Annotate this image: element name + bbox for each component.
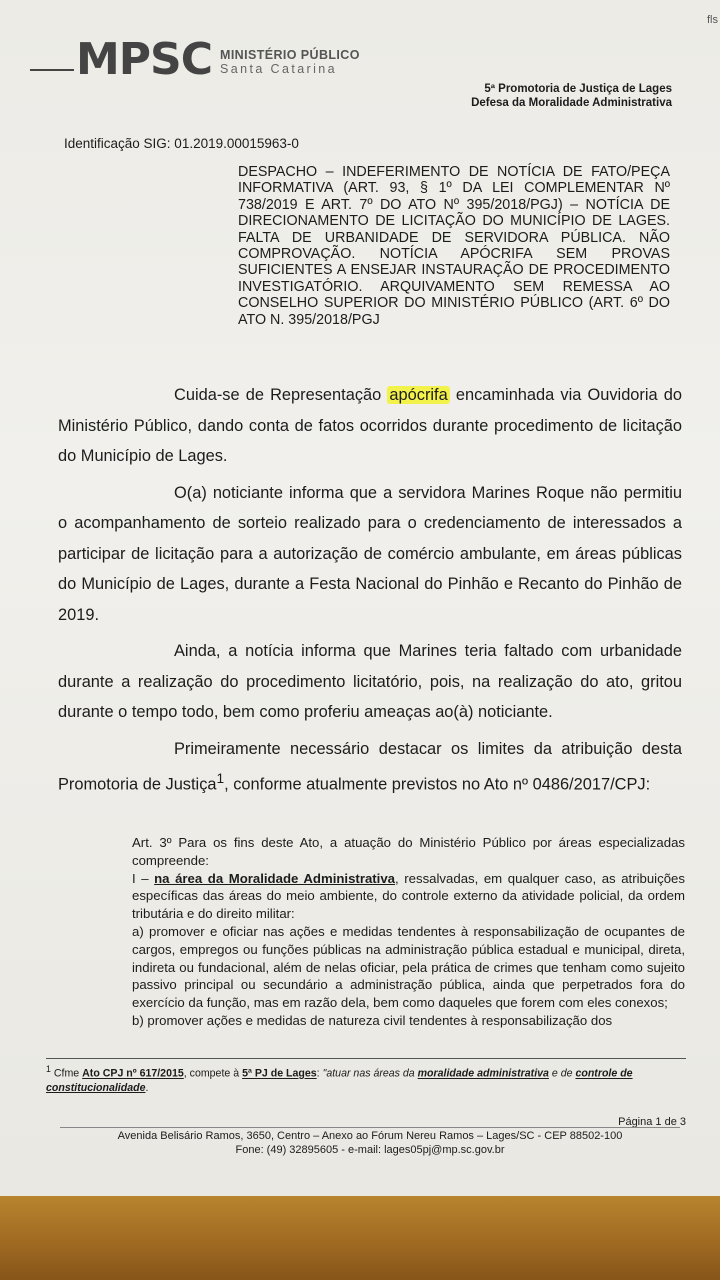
p1-before: Cuida-se de Representação [174,386,382,404]
quote-item-a: a) promover e oficiar nas ações e medidas tendentes à responsabilização de ocupantes de cargos, empregos ou funções públicas na administração pública estadual e municipal, direta, indireta ou fundacional, além de nelas oficiar, pela prática de crimes que tenham como sujeito passivo principal ou secundário a administração pública, ainda que perpetrados fora do exercício da função, mas em razão dela, bem como daqueles que forem com eles conexos; [132,923,685,1011]
table-surface [0,1196,720,1280]
body-text [58,380,682,806]
promotoria-line2: Defesa da Moralidade Administrativa [471,97,672,109]
footer-address: Avenida Belisário Ramos, 3650, Centro – Anexo ao Fórum Nereu Ramos – Lages/SC - CEP 88502-100 [117,1130,623,1142]
corner-mark: fls [707,14,718,26]
footnote-colon: : [316,1067,320,1080]
footnote-pj: 5ª PJ de Lages [242,1067,317,1080]
paragraph-4 [58,734,682,800]
quote-item-i [132,870,685,923]
footnote-moralidade: moralidade administrativa [417,1067,549,1080]
quote-item-area: na área da Moralidade Administrativa [154,870,396,886]
page-footer [60,1127,680,1157]
footnote-mark: 1 [46,1064,51,1074]
footnote-ato: Ato CPJ nº 617/2015 [82,1067,184,1080]
footnote [46,1062,696,1095]
footnote-ref: 1 [216,771,225,786]
mpsc-logo [30,36,370,88]
despacho-summary: DESPACHO – INDEFERIMENTO DE NOTÍCIA DE FATO/PEÇA INFORMATIVA (ART. 93, § 1º DA LEI COMPLEMENTAR Nº 738/2019 E ART. 7º DO ATO Nº 395/2018/PGJ) – NOTÍCIA DE DIRECIONAMENTO DE LICITAÇÃO DO MUNICÍPIO DE LAGES. FALTA DE URBANIDADE DE SERVIDORA PÚBLICA. NÃO COMPROVAÇÃO. NOTÍCIA APÓCRIFA SEM PROVAS SUFICIENTES A ENSEJAR INSTAURAÇÃO DE PROCEDIMENTO INVESTIGATÓRIO. ARQUIVAMENTO SEM REMESSA AO CONSELHO SUPERIOR DO MINISTÉRIO PÚBLICO (ART. 6º DO ATO N. 395/2018/PGJ [238,164,670,328]
footnote-compete: , compete à [183,1067,240,1080]
logo-line [30,69,74,71]
paragraph-1 [58,380,682,472]
legal-quote [132,834,685,1030]
paragraph-2: O(a) noticiante informa que a servidora Marines Roque não permitiu o acompanhamento de sorteio realizado para o credenciamento de interessados a participar de licitação para a autorização de comércio ambulante, em áreas públicas do Município de Lages, durante a Festa Nacional do Pinhão e Recanto do Pinhão de 2019. [58,483,682,624]
logo-org-line2: Santa Catarina [220,62,337,76]
footnote-end: . [145,1081,149,1094]
sig-identification: Identificação SIG: 01.2019.00015963-0 [64,136,299,151]
promotoria-header [471,82,672,110]
logo-org-line1: MINISTÉRIO PÚBLICO [220,48,360,62]
footnote-e-de: e de [551,1067,573,1080]
quote-item-prefix: I – [132,870,149,886]
paragraph-3: Ainda, a notícia informa que Marines teria faltado com urbanidade durante a realização do procedimento licitatório, pois, na realização do ato, gritou durante o tempo todo, bem como proferiu ameaças ao(à) noticiante. [58,642,682,721]
p4-before: Primeiramente necessário destacar os limites da atribuição desta Promotoria de Justiça [58,739,682,794]
footnote-quote-open: "atuar nas áreas da [322,1067,415,1080]
footnote-rule [46,1058,686,1059]
quote-item-rest: , ressalvadas, em qualquer caso, as atribuições específicas das áreas do meio ambiente, do controle externo da atividade policial, da ordem tributária e do direito militar: [132,870,685,922]
footnote-controle: controle de constitucionalidade [46,1067,633,1094]
p4-after: , conforme atualmente previstos no Ato nº 0486/2017/CPJ: [224,775,651,794]
footnote-cfme: Cfme [53,1067,80,1080]
logo-wordmark: MPSC [76,34,213,85]
promotoria-line1: 5ª Promotoria de Justiça de Lages [484,83,672,95]
page-number: Página 1 de 3 [618,1116,686,1128]
footer-contact: Fone: (49) 32895605 - e-mail: lages05pj@mp.sc.gov.br [235,1144,505,1156]
highlighted-word: apócrifa [389,386,448,404]
p1-after: encaminhada via Ouvidoria do Ministério Público, dando conta de fatos ocorridos durante procedimento de licitação do Município de Lages. [58,386,682,465]
quote-art: Art. 3º Para os fins deste Ato, a atuação do Ministério Público por áreas especializadas compreende: [132,835,685,868]
quote-item-b: b) promover ações e medidas de natureza civil tendentes à responsabilização dos [132,1012,613,1028]
